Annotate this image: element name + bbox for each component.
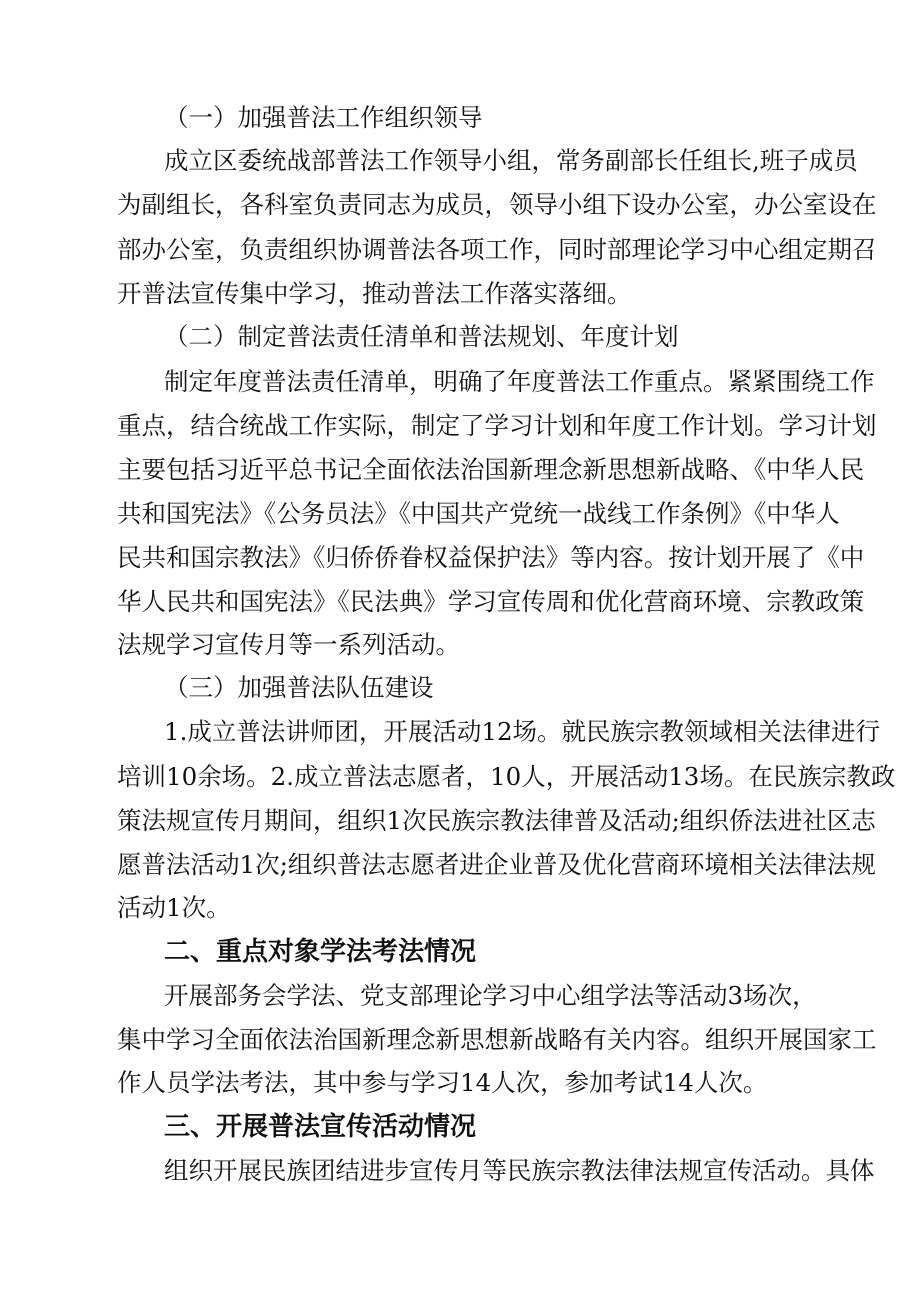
heading-publicity-activities: 三、开展普法宣传活动情况 (164, 1112, 477, 1142)
paragraph-line: 主要包括习近平总书记全面依法治国新理念新思想新战略、《中华人民 (117, 455, 865, 484)
paragraph-line: 愿普法活动1次;组织普法志愿者进企业普及优化营商环境相关法律法规 (117, 850, 876, 879)
paragraph-line: 共和国宪法》《公务员法》《中国共产党统一战线工作条例》《中华人 (117, 499, 840, 528)
paragraph-line: 成立区委统战部普法工作领导小组，常务副部长任组长,班子成员 (164, 146, 858, 175)
paragraph-line: 培训10余场。2.成立普法志愿者，10人，开展活动13场。在民族宗教政 (117, 762, 896, 791)
paragraph-line: 制定年度普法责任清单，明确了年度普法工作重点。紧紧围绕工作 (164, 367, 875, 396)
paragraph-line: 部办公室，负责组织协调普法各项工作，同时部理论学习中心组定期召 (117, 235, 877, 264)
paragraph-line: 为副组长，各科室负责同志为成员，领导小组下设办公室，办公室设在 (117, 190, 877, 219)
paragraph-line: 开展部务会学法、党支部理论学习中心组学法等活动3场次， (164, 981, 817, 1010)
subheading-responsibility-list: （二）制定普法责任清单和普法规划、年度计划 (164, 322, 679, 351)
heading-key-targets-law-study: 二、重点对象学法考法情况 (164, 937, 477, 967)
paragraph-line: 组织开展民族团结进步宣传月等民族宗教法律法规宣传活动。具体 (164, 1156, 875, 1185)
subheading-team-building: （三）加强普法队伍建设 (164, 673, 434, 702)
paragraph-line: 策法规宣传月期间，组织1次民族宗教法律普及活动;组织侨法进社区志 (117, 806, 876, 835)
paragraph-line: 活动1次。 (117, 893, 231, 922)
paragraph-line: 集中学习全面依法治国新理念新思想新战略有关内容。组织开展国家工 (117, 1025, 877, 1054)
subheading-organization-leadership: （一）加强普法工作组织领导 (164, 103, 483, 132)
paragraph-line: 法规学习宣传月等一系列活动。 (117, 630, 460, 659)
paragraph-line: 民共和国宗教法》《归侨侨眷权益保护法》等内容。按计划开展了《中 (117, 543, 865, 572)
paragraph-line: 重点，结合统战工作实际，制定了学习计划和年度工作计划。学习计划 (117, 411, 877, 440)
paragraph-line: 作人员学法考法，其中参与学习14人次，参加考试14人次。 (117, 1068, 768, 1097)
paragraph-line: 华人民共和国宪法》《民法典》学习宣传周和优化营商环境、宗教政策 (117, 587, 865, 616)
paragraph-line: 开普法宣传集中学习，推动普法工作落实落细。 (117, 279, 632, 308)
paragraph-line: 1.成立普法讲师团，开展活动12场。就民族宗教领域相关法律进行 (164, 717, 881, 746)
